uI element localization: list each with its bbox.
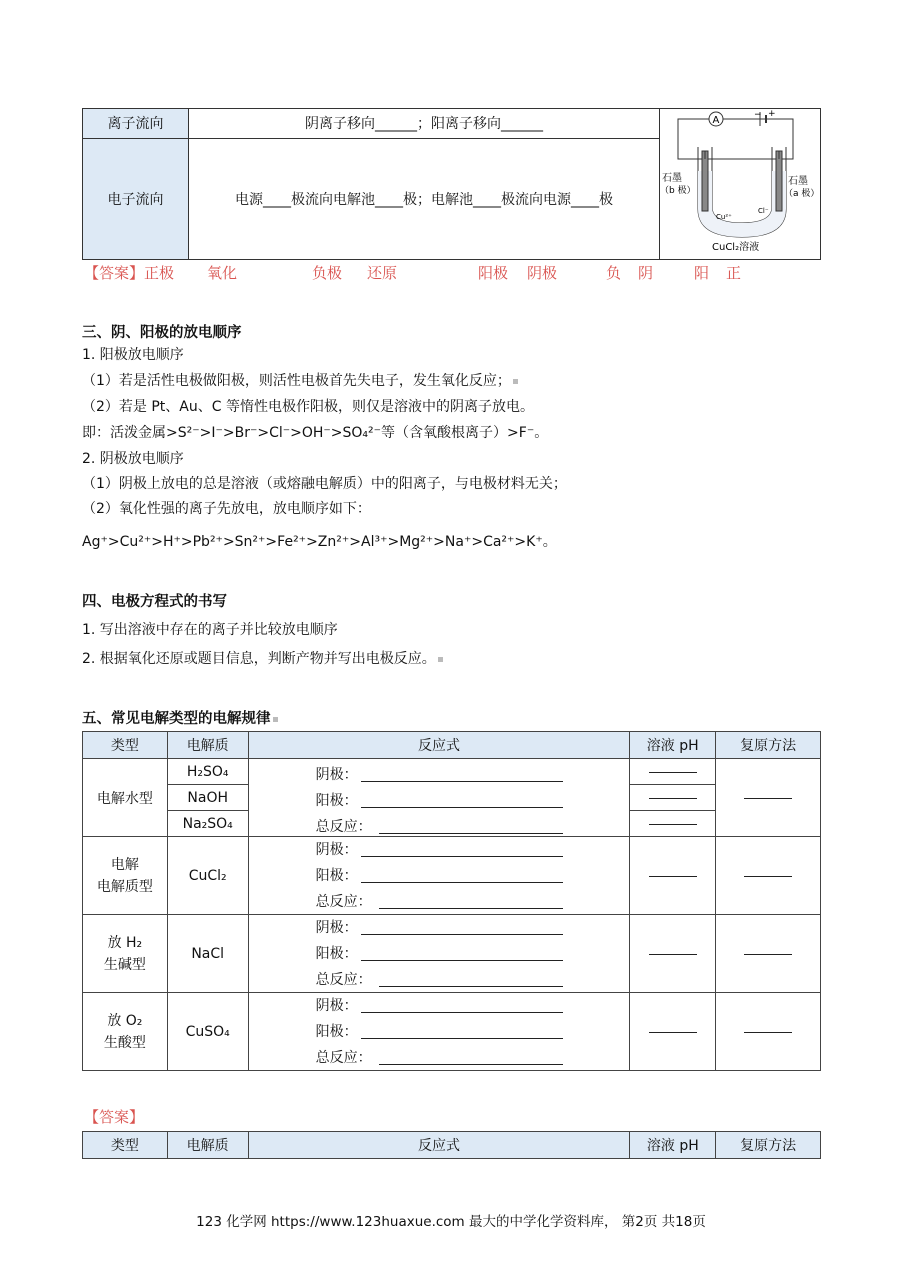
svg-text:CuCl₂溶液: CuCl₂溶液 [711,242,760,253]
answer-item: 阳 [694,264,710,282]
ph-blank [630,811,716,837]
s4-line: 1. 写出溶液中存在的离子并比较放电顺序 [82,622,338,638]
answer-item: 正 [726,264,742,282]
equation-cell: 阴极： 阳极： 总反应： [248,915,630,993]
s4-line: 2. 根据氧化还原或题目信息，判断产物并写出电极反应。 [82,649,443,669]
equation-cell: 阴极： 阳极： 总反应： [248,837,630,915]
ph-blank [630,837,716,915]
svg-text:+: + [767,109,776,119]
answer-tag-2: 【答案】 [84,1108,145,1126]
svg-text:Cl⁻: Cl⁻ [757,207,769,215]
ion-flow-text: 阴离子移向______；阳离子移向______ [189,109,660,139]
ammeter-label: A [712,115,720,126]
header-restore: 复原方法 [716,732,821,759]
answer-item: 负 [606,264,622,282]
electron-flow-text: 电源____极流向电解池____极；电解池____极流向电源____极 [189,138,660,259]
electron-flow-label: 电子流向 [83,138,189,259]
answer-item: 阳极 [478,264,509,282]
electrolyte: CuCl₂ [167,837,248,915]
svg-text:石墨: 石墨 [787,176,808,187]
equation-cell: 阴极： 阳极： 总反应： [248,759,630,837]
svg-text:（b 极）: （b 极） [659,186,696,196]
ph-blank [630,759,716,785]
s3-line: 1. 阳极放电顺序 [82,347,184,363]
type-electrolyte: 电解 电解质型 [83,837,168,915]
s3-line: （1）阴极上放电的总是溶液（或熔融电解质）中的阳离子，与电极材料无关； [82,476,567,492]
page-footer: 123 化学网 https://www.123huaxue.com 最大的中学化学资料库， 第2页 共18页 [196,1214,706,1230]
type-h2-base: 放 H₂ 生碱型 [83,915,168,993]
type-o2-acid: 放 O₂ 生酸型 [83,993,168,1071]
answer-item: 阴极 [527,264,558,282]
type-water: 电解水型 [83,759,168,837]
answer-item: 负极 [312,264,343,282]
section3-title: 三、阴、阳极的放电顺序 [82,325,242,341]
electrolysis-types-table [82,731,821,1071]
svg-text:Cu²⁺: Cu²⁺ [715,213,732,221]
restore-blank [716,993,821,1071]
svg-text:−: − [753,110,762,120]
section5-title: 五、常见电解类型的电解规律 [82,707,278,728]
svg-text:（a 极）: （a 极） [783,189,820,199]
header-ph: 溶液 pH [630,1132,716,1159]
electrolyte: Na₂SO₄ [167,811,248,837]
electrolyte: NaCl [167,915,248,993]
answer-table [82,1131,821,1159]
electrolysis-cell-diagram [660,109,820,255]
electrolysis-flow-table [82,108,821,260]
s3-line: （1）若是活性电极做阳极，则活性电极首先失电子，发生氧化反应； [82,371,518,391]
header-electrolyte: 电解质 [167,732,248,759]
ph-blank [630,785,716,811]
s3-line: 即：活泼金属>S²⁻>I⁻>Br⁻>Cl⁻>OH⁻>SO₄²⁻等（含氧酸根离子）>F⁻。 [82,425,549,441]
answer-item: 还原 [367,264,398,282]
ion-flow-label: 离子流向 [83,109,189,139]
header-type: 类型 [83,1132,168,1159]
answer-item: 阴 [638,264,654,282]
section4-title: 四、电极方程式的书写 [82,594,227,610]
electrolysis-diagram-cell [659,109,820,260]
header-equation: 反应式 [248,732,630,759]
s3-line: 2. 阴极放电顺序 [82,451,184,467]
answer-line-1: 【答案】 [84,264,145,282]
equation-cell: 阴极： 阳极： 总反应： [248,993,630,1071]
s3-line: （2）若是 Pt、Au、C 等惰性电极作阳极，则仅是溶液中的阴离子放电。 [82,399,534,415]
electrolyte: CuSO₄ [167,993,248,1071]
s3-line: Ag⁺>Cu²⁺>H⁺>Pb²⁺>Sn²⁺>Fe²⁺>Zn²⁺>Al³⁺>Mg²⁺>Na⁺>Ca²⁺>K⁺。 [82,534,557,550]
restore-blank [716,837,821,915]
ph-blank [630,915,716,993]
ph-blank [630,993,716,1071]
header-type: 类型 [83,732,168,759]
header-ph: 溶液 pH [630,732,716,759]
header-restore: 复原方法 [716,1132,821,1159]
restore-blank [716,759,821,837]
s3-line: （2）氧化性强的离子先放电，放电顺序如下： [82,501,371,517]
answer-item: 氧化 [207,264,238,282]
electrolyte: H₂SO₄ [167,759,248,785]
restore-blank [716,915,821,993]
header-electrolyte: 电解质 [167,1132,248,1159]
answer-item: 正极 [144,264,175,282]
header-equation: 反应式 [248,1132,630,1159]
electrolyte: NaOH [167,785,248,811]
svg-text:石墨: 石墨 [661,173,682,184]
